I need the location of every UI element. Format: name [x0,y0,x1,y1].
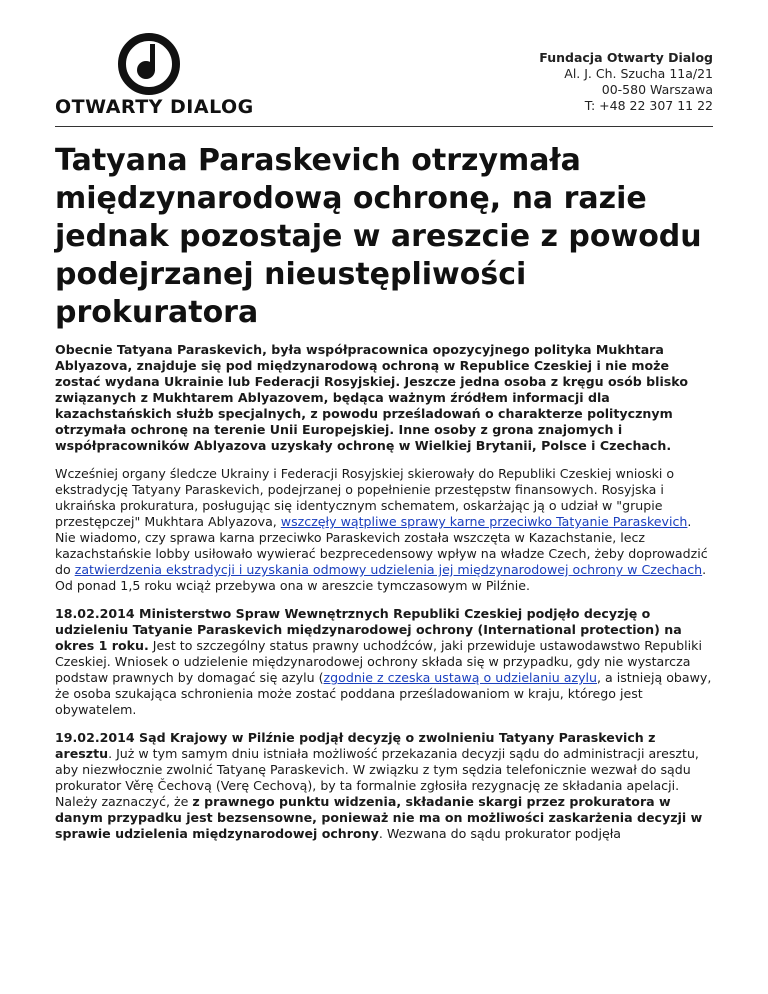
p3-bold-1: 19.02.2014 Sąd Krajowy w Pilźnie podjął decyzję o zwolnieniu Tatyany Paraskevich z aresztu [55,730,656,761]
phone-number: T: +48 22 307 11 22 [584,98,713,113]
link-asylum-law[interactable]: zgodnie z czeska ustawą o udzielaniu azylu [323,670,598,685]
p1-text-3: . Od ponad 1,5 roku wciąż przebywa ona w areszcie tymczasowym w Pilźnie. [55,562,707,593]
p3-text-2: . Wezwana do sądu prokurator podjęła [378,826,622,841]
lead-paragraph: Obecnie Tatyana Paraskevich, była współpracownica opozycyjnego polityka Mukhtara Ablyazova, znajduje się pod międzynarodową ochroną w Republice Czeskiej i nie może zostać wydana Ukrainie lub Federacji Rosyjskiej. Jeszcze jedna osoba z kręgu osób blisko związanych z Mukhtarem Ablyazovem, będąca ważnym źródłem informacji dla kazachstańskich służb specjalnych, z powodu prześladowań o charakterze politycznym otrzymała ochronę na terenie Unii Europejskiej. Inne osoby z grona znajomych i współpracowników Ablyazova uzyskały ochronę w Wielkiej Brytanii, Polsce i Czechach. [55,342,688,453]
p2-text-2: , a istnieją obawy, że osoba szukająca schronienia może zostać poddana prześladowaniom w kraju, którego jest obywatelem. [55,670,712,717]
paragraph-2 [55,606,715,718]
link-criminal-cases[interactable]: wszczęły wątpliwe sprawy karne przeciwko Tatyanie Paraskevich [280,514,688,529]
p3-text-1: . Już w tym samym dniu istniała możliwość przekazania decyzji sądu do administracji aresztu, aby niezwłocznie zwolnić Tatyanę Paraskevich. W związku z tym sędzia telefonicznie wezwał do sądu prokurator Věrę Čechovą (Verę Cechovą), by ta formalnie zgłosiła rezygnację ze składania apelacji. Należy zaznaczyć, że [55,746,699,809]
p2-text-1: Jest to szczególny status prawny uchodźców, jaki przewiduje ustawodawstwo Republiki Czeskiej. Wniosek o udzielenie międzynarodowej ochrony składa się w przypadku, gdy nie wystarcza podstaw prawnych by domagać się azylu ( [55,638,702,685]
p1-text-2: . Nie wiadomo, czy sprawa karna przeciwko Paraskevich została wszczęta w Kazachstanie, lecz kazachstańskie lobby usiłowało wywierać bezprecedensowy wpływ na władze Czech, żeby doprowadzić do [55,514,708,577]
otwarty-dialog-logo-icon [117,32,181,96]
header-divider [55,126,713,127]
p2-bold: 18.02.2014 Ministerstwo Spraw Wewnętrznych Republiki Czeskiej podjęło decyzję o udzieleniu Tatyanie Paraskevich międzynarodowej ochrony (International protection) na okres 1 roku. [55,606,682,653]
city-address: 00-580 Warszawa [601,82,713,97]
article-body [55,342,715,854]
paragraph-3 [55,730,715,842]
paragraph-1 [55,466,715,594]
p1-text-1: Wcześniej organy śledcze Ukrainy i Federacji Rosyjskiej skierowały do Republiki Czeskiej wnioski o ekstradycję Tatyany Paraskevich, podejrzanej o popełnienie przestępstw finansowych. Rosyjska i ukraińska prokuratura, posługując się identycznym schematem, oskarżając ją o udział w "grupie przestępczej" Mukhtara Ablyazova, [55,466,675,529]
organization-name: Fundacja Otwarty Dialog [539,50,713,65]
page-title: Tatyana Paraskevich otrzymała międzynarodową ochronę, na razie jednak pozostaje w areszcie z powodu podejrzanej nieustępliwości prokuratora [55,143,702,330]
p3-bold-2: z prawnego punktu widzenia, składanie skargi przez prokuratora w danym przypadku jest bezsensowne, ponieważ nie ma on możliwości zaskarżenia decyzji w sprawie udzielenia międzynarodowej ochrony [55,794,703,841]
logo-text: OTWARTY DIALOG [55,96,254,118]
address-block [539,50,713,114]
street-address: Al. J. Ch. Szucha 11a/21 [564,66,713,81]
link-extradition[interactable]: zatwierdzenia ekstradycji i uzyskania odmowy udzielenia jej międzynarodowej ochrony w Czechach [74,562,703,577]
